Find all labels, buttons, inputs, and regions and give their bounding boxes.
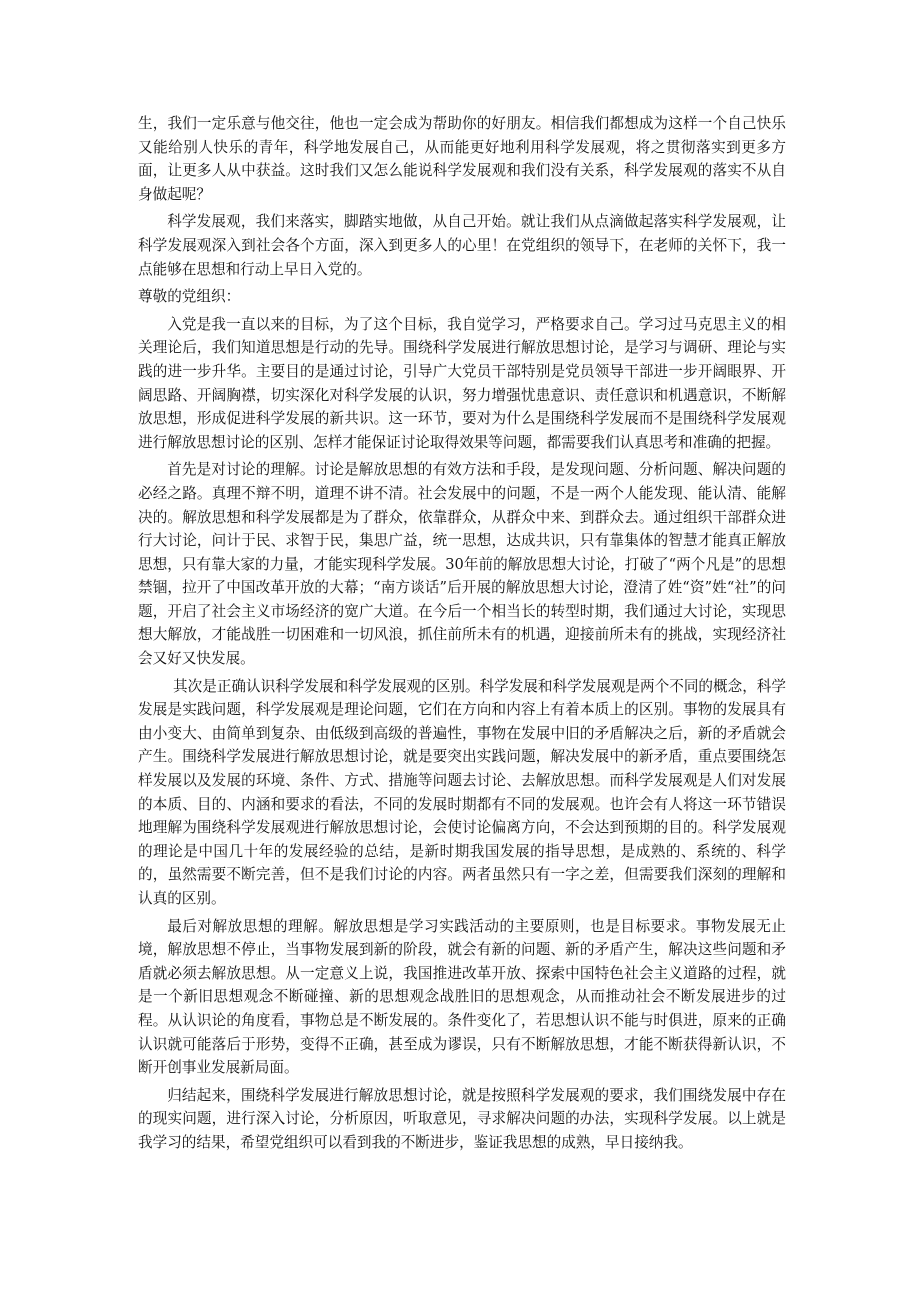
paragraph-emancipation: 最后对解放思想的理解。解放思想是学习实践活动的主要原则，也是目标要求。事物发展无止境，解放思想不停止，当事物发展到新的阶段，就会有新的问题、新的矛盾产生，解决这些问题和矛盾就必须去解放思想。从一定意义上说，我国推进改革开放、探索中国特色社会主义道路的过程，就是一个新旧思想观念不断碰撞、新的思想观念战胜旧的思想观念，从而推动社会不断发展进步的过程。从认识论的角度看，事物总是不断发展的。条件变化了，若思想认识不能与时俱进，原来的正确认识就可能落后于形势，变得不正确，甚至成为谬误，只有不断解放思想，才能不断获得新认识，不断开创事业发展新局面。 [138,917,786,1077]
paragraph-practice-science: 科学发展观，我们来落实，脚踏实地做，从自己开始。就让我们从点滴做起落实科学发展观，让科学发展观深入到社会各个方面，深入到更多人的心里！在党组织的领导下，在老师的关怀下，我一点能够在思想和行动上早日入党的。 [138,213,786,278]
paragraph-discussion: 首先是对讨论的理解。讨论是解放思想的有效方法和手段，是发现问题、分析问题、解决问题的必经之路。真理不辩不明，道理不讲不清。社会发展中的问题，不是一两个人能发现、能认清、能解决的。解放思想和科学发展都是为了群众，依靠群众，从群众中来、到群众去。通过组织干部群众进行大讨论，问计于民、求智于民，集思广益，统一思想，达成共识，只有靠集体的智慧才能真正解放思想，只有靠大家的力量，才能实现科学发展。30年前的解放思想大讨论，打破了“两个凡是”的思想禁锢，拉开了中国改革开放的大幕；“南方谈话”后开展的解放思想大讨论，澄清了姓“资”姓“社”的问题，开启了社会主义市场经济的宽广大道。在今后一个相当长的转型时期，我们通过大讨论，实现思想大解放，才能战胜一切困难和一切风浪，抓住前所未有的机遇，迎接前所未有的挑战，实现经济社会又好又快发展。 [138,461,786,668]
paragraph-continuation: 生，我们一定乐意与他交往，他也一定会成为帮助你的好朋友。相信我们都想成为这样一个自己快乐又能给别人快乐的青年，科学地发展自己，从而能更好地利用科学发展观，将之贯彻落实到更多方面，让更多人从中获益。这时我们又怎么能说科学发展观和我们没有关系，科学发展观的落实不从自身做起呢？ [138,115,786,203]
paragraph-intro: 入党是我一直以来的目标，为了这个目标，我自觉学习，严格要求自己。学习过马克思主义的相关理论后，我们知道思想是行动的先导。围绕科学发展进行解放思想讨论，是学习与调研、理论与实践的进一步升华。主要目的是通过讨论，引导广大党员干部特别是党员领导干部进一步开阔眼界、开阔思路、开阔胸襟，切实深化对科学发展的认识，努力增强忧患意识、责任意识和机遇意识，不断解放思想，形成促进科学发展的新共识。这一环节，要对为什么是围绕科学发展而不是围绕科学发展观进行解放思想讨论的区别、怎样才能保证讨论取得效果等问题，都需要我们认真思考和准确的把握。 [138,315,786,451]
paragraph-distinction: 其次是正确认识科学发展和科学发展观的区别。科学发展和科学发展观是两个不同的概念，科学发展是实践问题，科学发展观是理论问题，它们在方向和内容上有着本质上的区别。事物的发展具有由小变大、由简单到复杂、由低级到高级的普遍性，事物在发展中旧的矛盾解决之后，新的矛盾就会产生。围绕科学发展进行解放思想讨论，就是要突出实践问题，解决发展中的新矛盾，重点要围绕怎样发展以及发展的环境、条件、方式、措施等问题去讨论、去解放思想。而科学发展观是人们对发展的本质、目的、内涵和要求的看法，不同的发展时期都有不同的发展观。也许会有人将这一环节错误地理解为围绕科学发展观进行解放思想讨论，会使讨论偏离方向，不会达到预期的目的。科学发展观的理论是中国几十年的发展经验的总结，是新时期我国发展的指导思想，是成熟的、系统的、科学的，虽然需要不断完善，但不是我们讨论的内容。两者虽然只有一字之差，但需要我们深刻的理解和认真的区别。 [138,677,786,907]
letter-salutation: 尊敬的党组织： [138,288,241,306]
document-page [138,112,786,1159]
paragraph-conclusion: 归结起来，围绕科学发展进行解放思想讨论，就是按照科学发展观的要求，我们围绕发展中存在的现实问题，进行深入讨论，分析原因，听取意见，寻求解决问题的办法，实现科学发展。以上就是我学习的结果，希望党组织可以看到我的不断进步，鉴证我思想的成熟，早日接纳我。 [138,1086,786,1151]
